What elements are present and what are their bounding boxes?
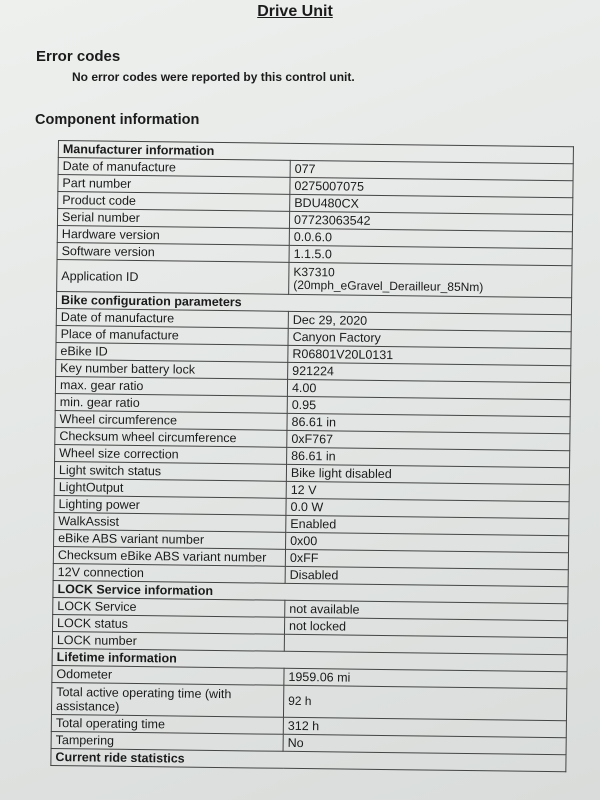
row-label: eBike ABS variant number <box>54 529 286 549</box>
row-value: 0xFF <box>285 549 568 569</box>
row-label: max. gear ratio <box>55 376 287 396</box>
section-title: Manufacturer information <box>58 141 573 164</box>
row-label: Wheel size correction <box>55 444 287 464</box>
row-value: 12 V <box>286 481 569 501</box>
row-value: not locked <box>284 617 567 637</box>
row-value: 077 <box>290 160 573 180</box>
row-label: LightOutput <box>54 478 286 498</box>
row-value: 921224 <box>288 362 571 382</box>
error-codes-heading: Error codes <box>36 48 121 65</box>
error-codes-message: No error codes were reported by this control unit. <box>72 70 355 84</box>
row-label: Checksum wheel circumference <box>55 427 287 447</box>
row-label: Application ID <box>57 259 289 294</box>
row-value: Bike light disabled <box>286 464 569 484</box>
row-value: not available <box>285 600 568 620</box>
row-label: Odometer <box>52 665 284 685</box>
row-label: Lighting power <box>54 495 286 515</box>
row-value: Disabled <box>285 566 568 586</box>
row-value: Enabled <box>286 515 569 535</box>
row-label: eBike ID <box>56 342 288 362</box>
component-info-table <box>50 140 574 772</box>
page-title: Drive Unit <box>257 3 333 20</box>
row-value: 86.61 in <box>287 413 570 433</box>
row-value: 0.95 <box>287 396 570 416</box>
row-label: Light switch status <box>54 461 286 481</box>
row-value: 4.00 <box>287 379 570 399</box>
row-label: Wheel circumference <box>55 410 287 430</box>
row-label: Total operating time <box>51 714 283 734</box>
row-label: WalkAssist <box>54 512 286 532</box>
row-value: 0x00 <box>286 532 569 552</box>
row-value: 0xF767 <box>287 430 570 450</box>
section-title: Bike configuration parameters <box>56 291 571 314</box>
row-label: LOCK status <box>52 614 284 634</box>
row-value: 312 h <box>283 717 566 737</box>
component-info-table-body <box>51 141 574 772</box>
row-value: K37310 (20mph_eGravel_Derailleur_85Nm) <box>289 262 572 297</box>
component-info-heading: Component information <box>35 112 200 128</box>
row-value: 07723063542 <box>289 211 572 231</box>
row-value: Canyon Factory <box>288 328 571 348</box>
row-label: min. gear ratio <box>55 393 287 413</box>
row-value: 92 h <box>283 685 566 720</box>
row-value: 1959.06 mi <box>284 668 567 688</box>
row-value: 0.0.6.0 <box>289 228 572 248</box>
row-value: R06801V20L0131 <box>288 345 571 365</box>
row-value: Dec 29, 2020 <box>288 311 571 331</box>
row-label: Date of manufacture <box>58 158 290 178</box>
row-label: 12V connection <box>53 563 285 583</box>
row-value: BDU480CX <box>290 194 573 214</box>
section-title: LOCK Service information <box>53 580 568 603</box>
row-label: Product code <box>58 192 290 212</box>
row-value: No <box>283 734 566 754</box>
row-label: Total active operating time (with assistance) <box>51 682 283 717</box>
row-label: Software version <box>57 242 289 262</box>
row-label: Date of manufacture <box>56 308 288 328</box>
row-label: Tampering <box>51 731 283 751</box>
row-label: Checksum eBike ABS variant number <box>53 546 285 566</box>
section-title: Current ride statistics <box>51 748 566 771</box>
row-value: 0275007075 <box>290 177 573 197</box>
row-label: Hardware version <box>57 225 289 245</box>
row-label: LOCK Service <box>53 597 285 617</box>
row-value: 0.0 W <box>286 498 569 518</box>
row-label: Part number <box>58 175 290 195</box>
row-label: Key number battery lock <box>56 359 288 379</box>
row-label: Place of manufacture <box>56 325 288 345</box>
row-value: 1.1.5.0 <box>289 245 572 265</box>
row-value: 86.61 in <box>287 447 570 467</box>
row-label: LOCK number <box>52 631 284 651</box>
row-label: Serial number <box>57 209 289 229</box>
section-title: Lifetime information <box>52 648 567 671</box>
